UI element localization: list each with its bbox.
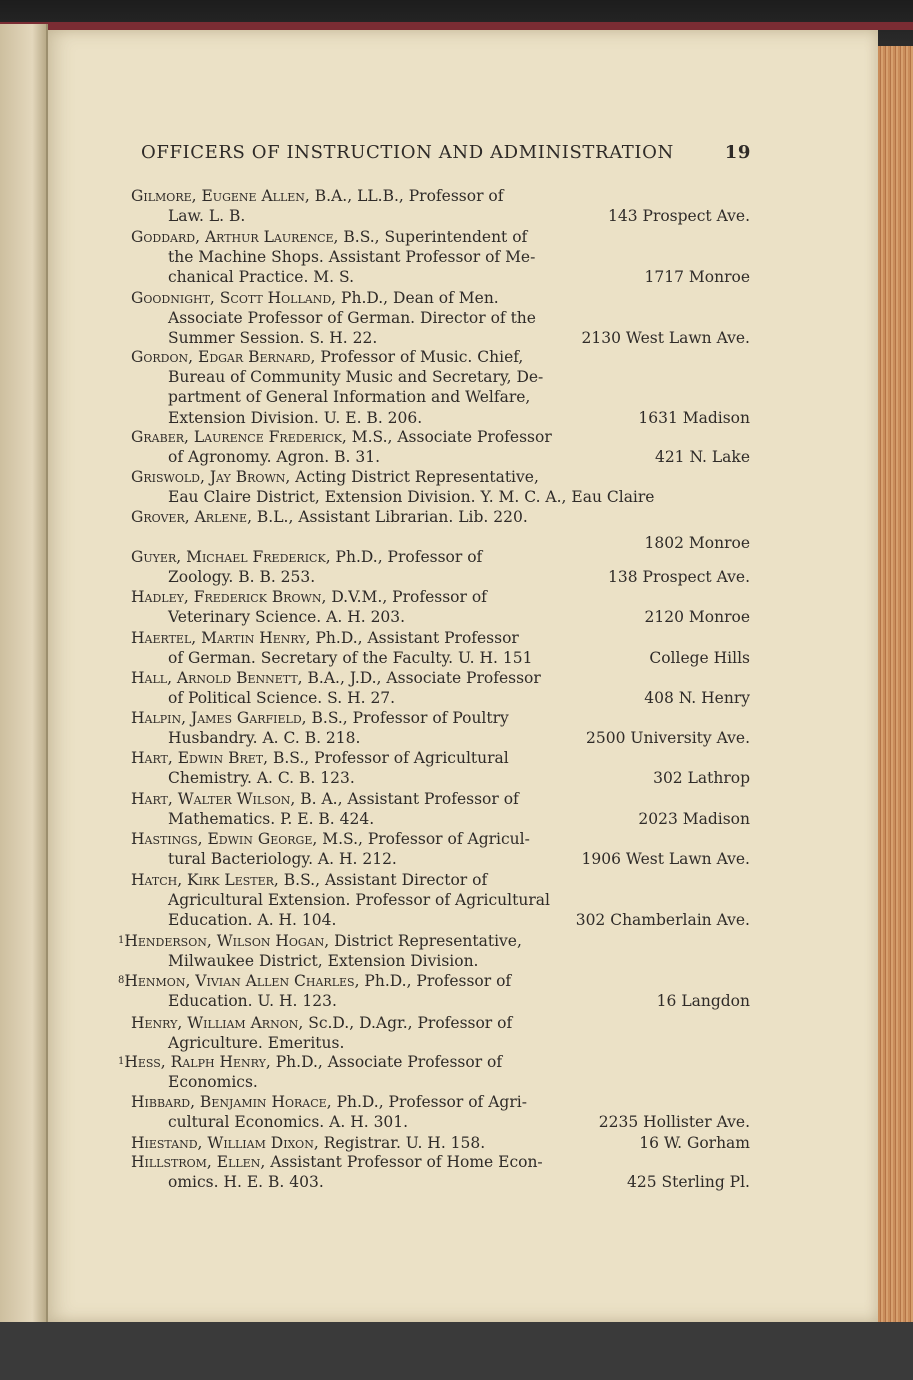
entry-line (131, 288, 499, 308)
entry-text: B.S., Superintendent of (343, 228, 528, 246)
entry-text: Economics. (168, 1073, 258, 1092)
entry-address: 1631 Madison (638, 408, 750, 427)
entry-text: Mathematics. P. E. B. 424. (168, 810, 375, 829)
entry-text: Ph.D., Professor of (364, 972, 512, 990)
header-title: OFFICERS OF INSTRUCTION AND ADMINISTRATION (141, 142, 674, 163)
entry-text: of German. Secretary of the Faculty. U. H. 151 (168, 649, 533, 668)
entry-text: M.S., Professor of Agricul- (322, 830, 530, 848)
entry-text: the Machine Shops. Assistant Professor of Me- (168, 248, 536, 267)
entry-text: Bureau of Community Music and Secretary, De- (168, 368, 544, 387)
entry-text: Zoology. B. B. 253. (168, 568, 316, 587)
entry-address: 2500 University Ave. (586, 729, 750, 748)
footnote-marker: 8 (118, 975, 125, 986)
entry-text: Ph.D., Professor of (335, 548, 483, 566)
entry-address: 302 Lathrop (653, 769, 750, 788)
entry-address: 421 N. Lake (654, 448, 750, 467)
entry-line (168, 1172, 324, 1192)
entry-address: 16 Langdon (656, 992, 750, 1011)
entry-line (131, 547, 482, 567)
entry-address: 2235 Hollister Ave. (598, 1113, 750, 1132)
entry-text: Ph.D., Professor of Agri- (336, 1093, 527, 1111)
entry-line (131, 708, 509, 728)
entry-text: Acting District Representative, (295, 468, 539, 486)
entry-line (168, 1033, 344, 1053)
entry-line (168, 688, 395, 708)
entry-text: tural Bacteriology. A. H. 212. (168, 850, 397, 869)
entry-address: 143 Prospect Ave. (608, 207, 750, 226)
entry-address: College Hills (649, 649, 750, 668)
entry-line (131, 829, 530, 849)
entry-address: 1717 Monroe (644, 268, 750, 287)
entry-text: Law. L. B. (168, 207, 246, 226)
entry-text: Associate Professor of German. Director of the (168, 309, 536, 328)
entry-address: 1906 West Lawn Ave. (581, 850, 750, 869)
entry-line (118, 971, 511, 991)
entry-line (168, 648, 532, 668)
faculty-name: Gilmore, Eugene Allen, (131, 187, 315, 205)
entry-line (131, 1152, 543, 1172)
entry-text: Professor of Music. Chief, (320, 348, 524, 366)
faculty-name: Goddard, Arthur Laurence, (131, 228, 344, 246)
entry-line (168, 367, 543, 387)
entry-text: Education. A. H. 104. (168, 911, 337, 930)
entry-text: partment of General Information and Welfare, (168, 388, 531, 407)
faculty-name: Griswold, Jay Brown, (131, 468, 296, 486)
entry-line (131, 1133, 485, 1153)
entry-line (168, 328, 377, 348)
entry-address: 302 Chamberlain Ave. (575, 911, 750, 930)
entry-text: B.L., Assistant Librarian. Lib. 220. (256, 508, 528, 526)
entry-line (168, 728, 360, 748)
faculty-name: Guyer, Michael Frederick, (131, 548, 336, 566)
entry-text: of Agronomy. Agron. B. 31. (168, 448, 381, 467)
entry-line (168, 247, 535, 267)
entry-line (131, 628, 519, 648)
entry-line (131, 227, 527, 247)
faculty-name: Haertel, Martin Henry, (131, 629, 316, 647)
entry-text: Husbandry. A. C. B. 218. (168, 729, 361, 748)
entry-line (168, 849, 397, 869)
entry-text: B.S., Professor of Poultry (311, 709, 509, 727)
entry-text: Extension Division. U. E. B. 206. (168, 408, 423, 427)
entry-line (131, 748, 509, 768)
faculty-name: Henmon, Vivian Allen Charles, (124, 972, 365, 990)
entry-text: Chemistry. A. C. B. 123. (168, 769, 355, 788)
faculty-name: Hillstrom, Ellen, (131, 1153, 271, 1171)
entry-line (118, 931, 522, 951)
faculty-name: Halpin, James Garfield, (131, 709, 312, 727)
entry-line (168, 308, 536, 328)
entry-line (168, 607, 405, 627)
entry-address: 138 Prospect Ave. (608, 568, 750, 587)
entry-address: 2130 West Lawn Ave. (581, 329, 750, 348)
entry-text: Sc.D., D.Agr., Professor of (308, 1014, 513, 1032)
entry-text: Registrar. U. H. 158. (323, 1134, 486, 1152)
faculty-name: Hart, Walter Wilson, (131, 790, 301, 808)
entry-line (168, 991, 337, 1011)
faculty-name: Hatch, Kirk Lester, (131, 871, 284, 889)
entry-line (131, 427, 552, 447)
entry-line (131, 870, 487, 890)
entry-line (168, 408, 422, 428)
entry-text: District Representative, (334, 932, 522, 950)
faculty-name: Hiestand, William Dixon, (131, 1134, 324, 1152)
entry-line (131, 789, 519, 809)
entry-line (131, 186, 503, 206)
entry-line (131, 1013, 512, 1033)
entry-text: B.A., J.D., Associate Professor (307, 669, 541, 687)
entry-line (168, 1112, 408, 1132)
entry-line (131, 507, 528, 527)
entry-line (168, 890, 550, 910)
entry-text: omics. H. E. B. 403. (168, 1173, 324, 1192)
entry-address: 16 W. Gorham (639, 1134, 750, 1152)
entry-line (168, 447, 380, 467)
entry-line (131, 347, 523, 367)
entry-line (118, 1052, 502, 1072)
entry-text: Assistant Professor of Home Econ- (270, 1153, 543, 1171)
entry-line (168, 809, 374, 829)
entry-text: Veterinary Science. A. H. 203. (168, 608, 406, 627)
entry-text: Milwaukee District, Extension Division. (168, 952, 479, 971)
entry-line (168, 487, 654, 507)
entry-text: Summer Session. S. H. 22. (168, 329, 378, 348)
page-number: 19 (724, 142, 751, 163)
entry-text: Eau Claire District, Extension Division. Y. M. C. A., Eau Claire (168, 488, 655, 507)
faculty-name: Henderson, Wilson Hogan, (124, 932, 335, 950)
entry-address: 2023 Madison (638, 810, 750, 829)
faculty-name: Hall, Arnold Bennett, (131, 669, 308, 687)
entry-address: 1802 Monroe (644, 534, 750, 553)
entry-text: Ph.D., Dean of Men. (341, 289, 499, 307)
entry-line (168, 1072, 258, 1092)
entry-line (168, 206, 245, 226)
entry-text: of Political Science. S. H. 27. (168, 689, 396, 708)
entry-text: Ph.D., Assistant Professor (315, 629, 519, 647)
entry-address: 408 N. Henry (644, 689, 750, 708)
entry-text: Education. U. H. 123. (168, 992, 337, 1011)
entry-text: Agricultural Extension. Professor of Agricultural (168, 891, 550, 910)
faculty-name: Henry, William Arnon, (131, 1014, 309, 1032)
entry-text: Ph.D., Associate Professor of (275, 1053, 503, 1071)
entry-text: B.S., Assistant Director of (283, 871, 488, 889)
faculty-name: Grover, Arlene, (131, 508, 257, 526)
entry-line (131, 587, 487, 607)
faculty-name: Hadley, Frederick Brown, (131, 588, 332, 606)
faculty-name: Gordon, Edgar Bernard, (131, 348, 321, 366)
faculty-name: Goodnight, Scott Holland, (131, 289, 342, 307)
entry-line (168, 267, 354, 287)
entry-text: D.V.M., Professor of (331, 588, 487, 606)
entry-text: cultural Economics. A. H. 301. (168, 1113, 409, 1132)
entry-line (168, 387, 530, 407)
entry-text: B.S., Professor of Agricultural (272, 749, 509, 767)
faculty-name: Hastings, Edwin George, (131, 830, 323, 848)
faculty-name: Hart, Edwin Bret, (131, 749, 273, 767)
entry-line (168, 567, 315, 587)
entry-text: Agriculture. Emeritus. (168, 1034, 345, 1053)
entry-text: B. A., Assistant Professor of (300, 790, 519, 808)
entry-text: chanical Practice. M. S. (168, 268, 355, 287)
entry-address: 425 Sterling Pl. (626, 1173, 750, 1192)
entry-text: M.S., Associate Professor (351, 428, 552, 446)
faculty-name: Graber, Laurence Frederick, (131, 428, 352, 446)
footnote-marker: 1 (118, 1056, 125, 1067)
entry-line (168, 910, 336, 930)
faculty-name: Hess, Ralph Henry, (124, 1053, 276, 1071)
footnote-marker: 1 (118, 935, 125, 946)
entry-line (131, 467, 539, 487)
entry-line (131, 668, 541, 688)
entry-text: B.A., LL.B., Professor of (314, 187, 504, 205)
entry-line (168, 768, 355, 788)
faculty-name: Hibbard, Benjamin Horace, (131, 1093, 337, 1111)
entry-line (168, 951, 478, 971)
entry-address: 2120 Monroe (644, 608, 750, 627)
entry-line (131, 1092, 527, 1112)
